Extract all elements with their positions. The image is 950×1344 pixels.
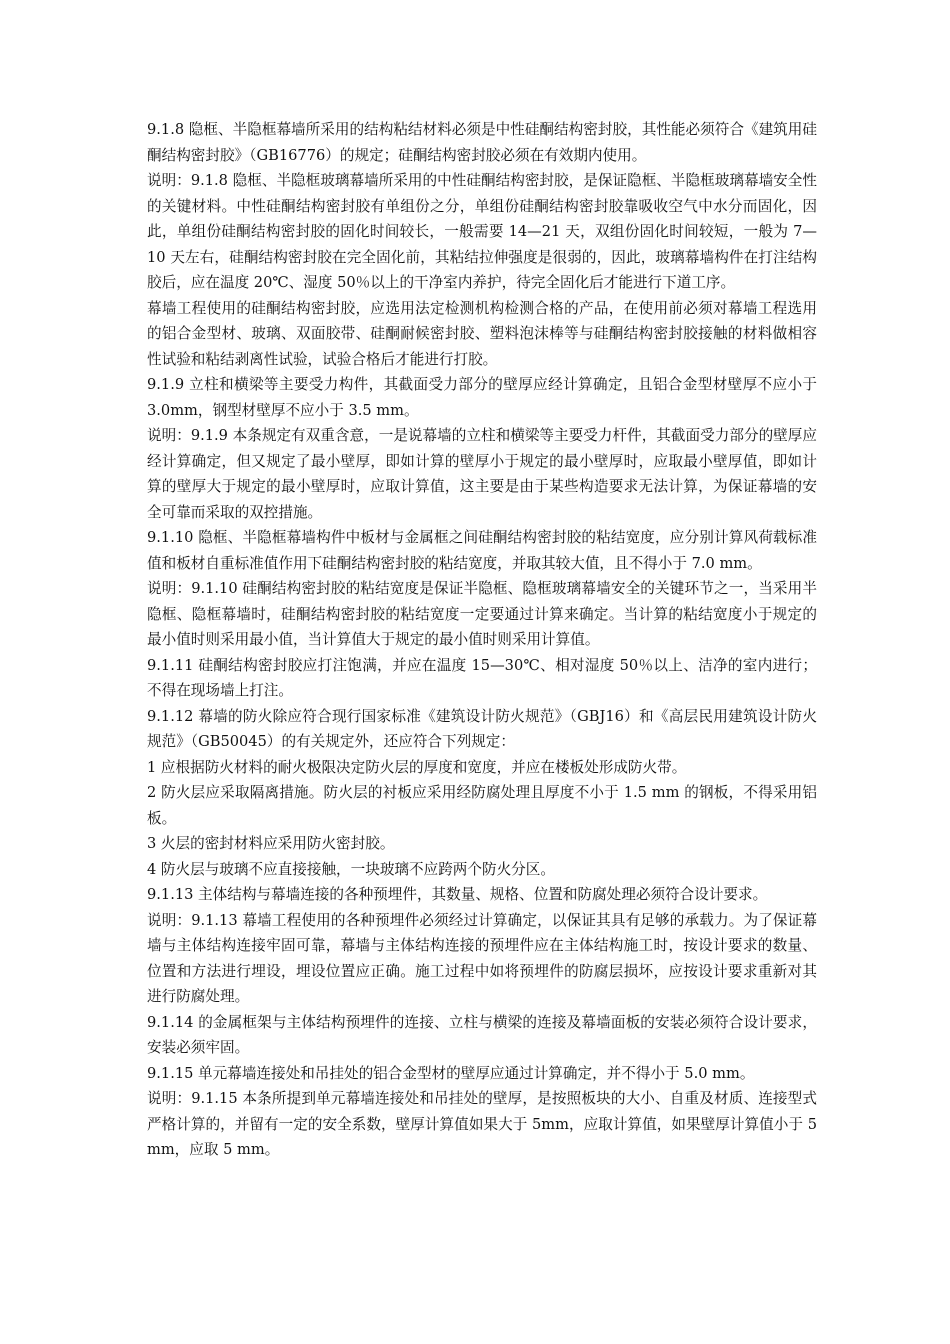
document-body: [147, 117, 817, 1163]
note-9-1-13: 说明：9.1.13 幕墙工程使用的各种预埋件必须经过计算确定，以保证其具有足够的承载力。为了保证幕墙与主体结构连接牢固可靠，幕墙与主体结构连接的预埋件应在主体结构施工时，按设计要求的数量、位置和方法进行埋设，埋设位置应正确。施工过程中如将预埋件的防腐层损坏，应按设计要求重新对其进行防腐处理。: [147, 911, 817, 1005]
clause-9-1-12-item-1: 1 应根据防火材料的耐火极限决定防火层的厚度和宽度，并应在楼板处形成防火带。: [147, 758, 687, 776]
note-9-1-10: 说明：9.1.10 硅酮结构密封胶的粘结宽度是保证半隐框、隐框玻璃幕墙安全的关键环节之一，当采用半隐框、隐框幕墙时，硅酮结构密封胶的粘结宽度一定要通过计算来确定。当计算的粘结宽度小于规定的最小值时则采用最小值，当计算值大于规定的最小值时则采用计算值。: [147, 580, 817, 648]
clause-9-1-15: 9.1.15 单元幕墙连接处和吊挂处的铝合金型材的壁厚应通过计算确定，并不得小于 5.0 mm。: [147, 1064, 755, 1082]
clause-9-1-14: 9.1.14 的金属框架与主体结构预埋件的连接、立柱与横梁的连接及幕墙面板的安装必须符合设计要求，安装必须牢固。: [147, 1013, 817, 1056]
clause-9-1-11: 9.1.11 硅酮结构密封胶应打注饱满，并应在温度 15—30℃、相对湿度 50％以上、洁净的室内进行；不得在现场墙上打注。: [147, 656, 817, 699]
clause-9-1-9: 9.1.9 立柱和横梁等主要受力构件，其截面受力部分的壁厚应经计算确定，且铝合金型材壁厚不应小于 3.0mm，钢型材壁厚不应小于 3.5 mm。: [147, 376, 817, 419]
clause-9-1-12-item-2: 2 防火层应采取隔离措施。防火层的衬板应采用经防腐处理且厚度不小于 1.5 mm 的钢板，不得采用铝板。: [147, 784, 817, 827]
clause-9-1-12-item-4: 4 防火层与玻璃不应直接接触，一块玻璃不应跨两个防火分区。: [147, 860, 555, 878]
clause-9-1-12-item-3: 3 火层的密封材料应采用防火密封胶。: [147, 835, 395, 852]
note-9-1-15: 说明：9.1.15 本条所提到单元幕墙连接处和吊挂处的壁厚，是按照板块的大小、自重及材质、连接型式严格计算的，并留有一定的安全系数，壁厚计算值如果大于 5mm，应取计算值，如果壁厚计算值小于 5 mm，应取 5 mm。: [147, 1090, 817, 1158]
clause-9-1-12: 9.1.12 幕墙的防火除应符合现行国家标准《建筑设计防火规范》（GBJ16）和《高层民用建筑设计防火规范》（GB50045）的有关规定外，还应符合下列规定：: [147, 707, 817, 750]
note-9-1-8: 说明：9.1.8 隐框、半隐框玻璃幕墙所采用的中性硅酮结构密封胶，是保证隐框、半隐框玻璃幕墙安全性的关键材料。中性硅酮结构密封胶有单组份之分，单组份硅酮结构密封胶靠吸收空气中水分而固化，因此，单组份硅酮结构密封胶的固化时间较长，一般需要 14—21 天，双组份固化时间较短，一般为 7—10 天左右，硅酮结构密封胶在完全固化前，其粘结拉伸强度是很弱的，因此，玻璃幕墙构件在打注结构胶后，应在温度 20℃、湿度 50％以上的干净室内养护，待完全固化后才能进行下道工序。: [147, 172, 817, 291]
clause-9-1-8: 9.1.8 隐框、半隐框幕墙所采用的结构粘结材料必须是中性硅酮结构密封胶，其性能必须符合《建筑用硅酮结构密封胶》（GB16776）的规定；硅酮结构密封胶必须在有效期内使用。: [147, 121, 817, 164]
note-9-1-8-continued: 幕墙工程使用的硅酮结构密封胶，应选用法定检测机构检测合格的产品，在使用前必须对幕墙工程选用的铝合金型材、玻璃、双面胶带、硅酮耐候密封胶、塑料泡沫棒等与硅酮结构密封胶接触的材料做相容性试验和粘结剥离性试验，试验合格后才能进行打胶。: [147, 299, 817, 368]
clause-9-1-13: 9.1.13 主体结构与幕墙连接的各种预埋件，其数量、规格、位置和防腐处理必须符合设计要求。: [147, 886, 768, 903]
clause-9-1-10: 9.1.10 隐框、半隐框幕墙构件中板材与金属框之间硅酮结构密封胶的粘结宽度，应分别计算风荷载标准值和板材自重标准值作用下硅酮结构密封胶的粘结宽度，并取其较大值，且不得小于 7.0 mm。: [147, 529, 817, 572]
note-9-1-9: 说明：9.1.9 本条规定有双重含意，一是说幕墙的立柱和横梁等主要受力杆件，其截面受力部分的壁厚应经计算确定，但又规定了最小壁厚，即如计算的壁厚小于规定的最小壁厚时，应取最小壁厚值，即如计算的壁厚大于规定的最小壁厚时，应取计算值，这主要是由于某些构造要求无法计算，为保证幕墙的安全可靠而采取的双控措施。: [147, 427, 817, 521]
